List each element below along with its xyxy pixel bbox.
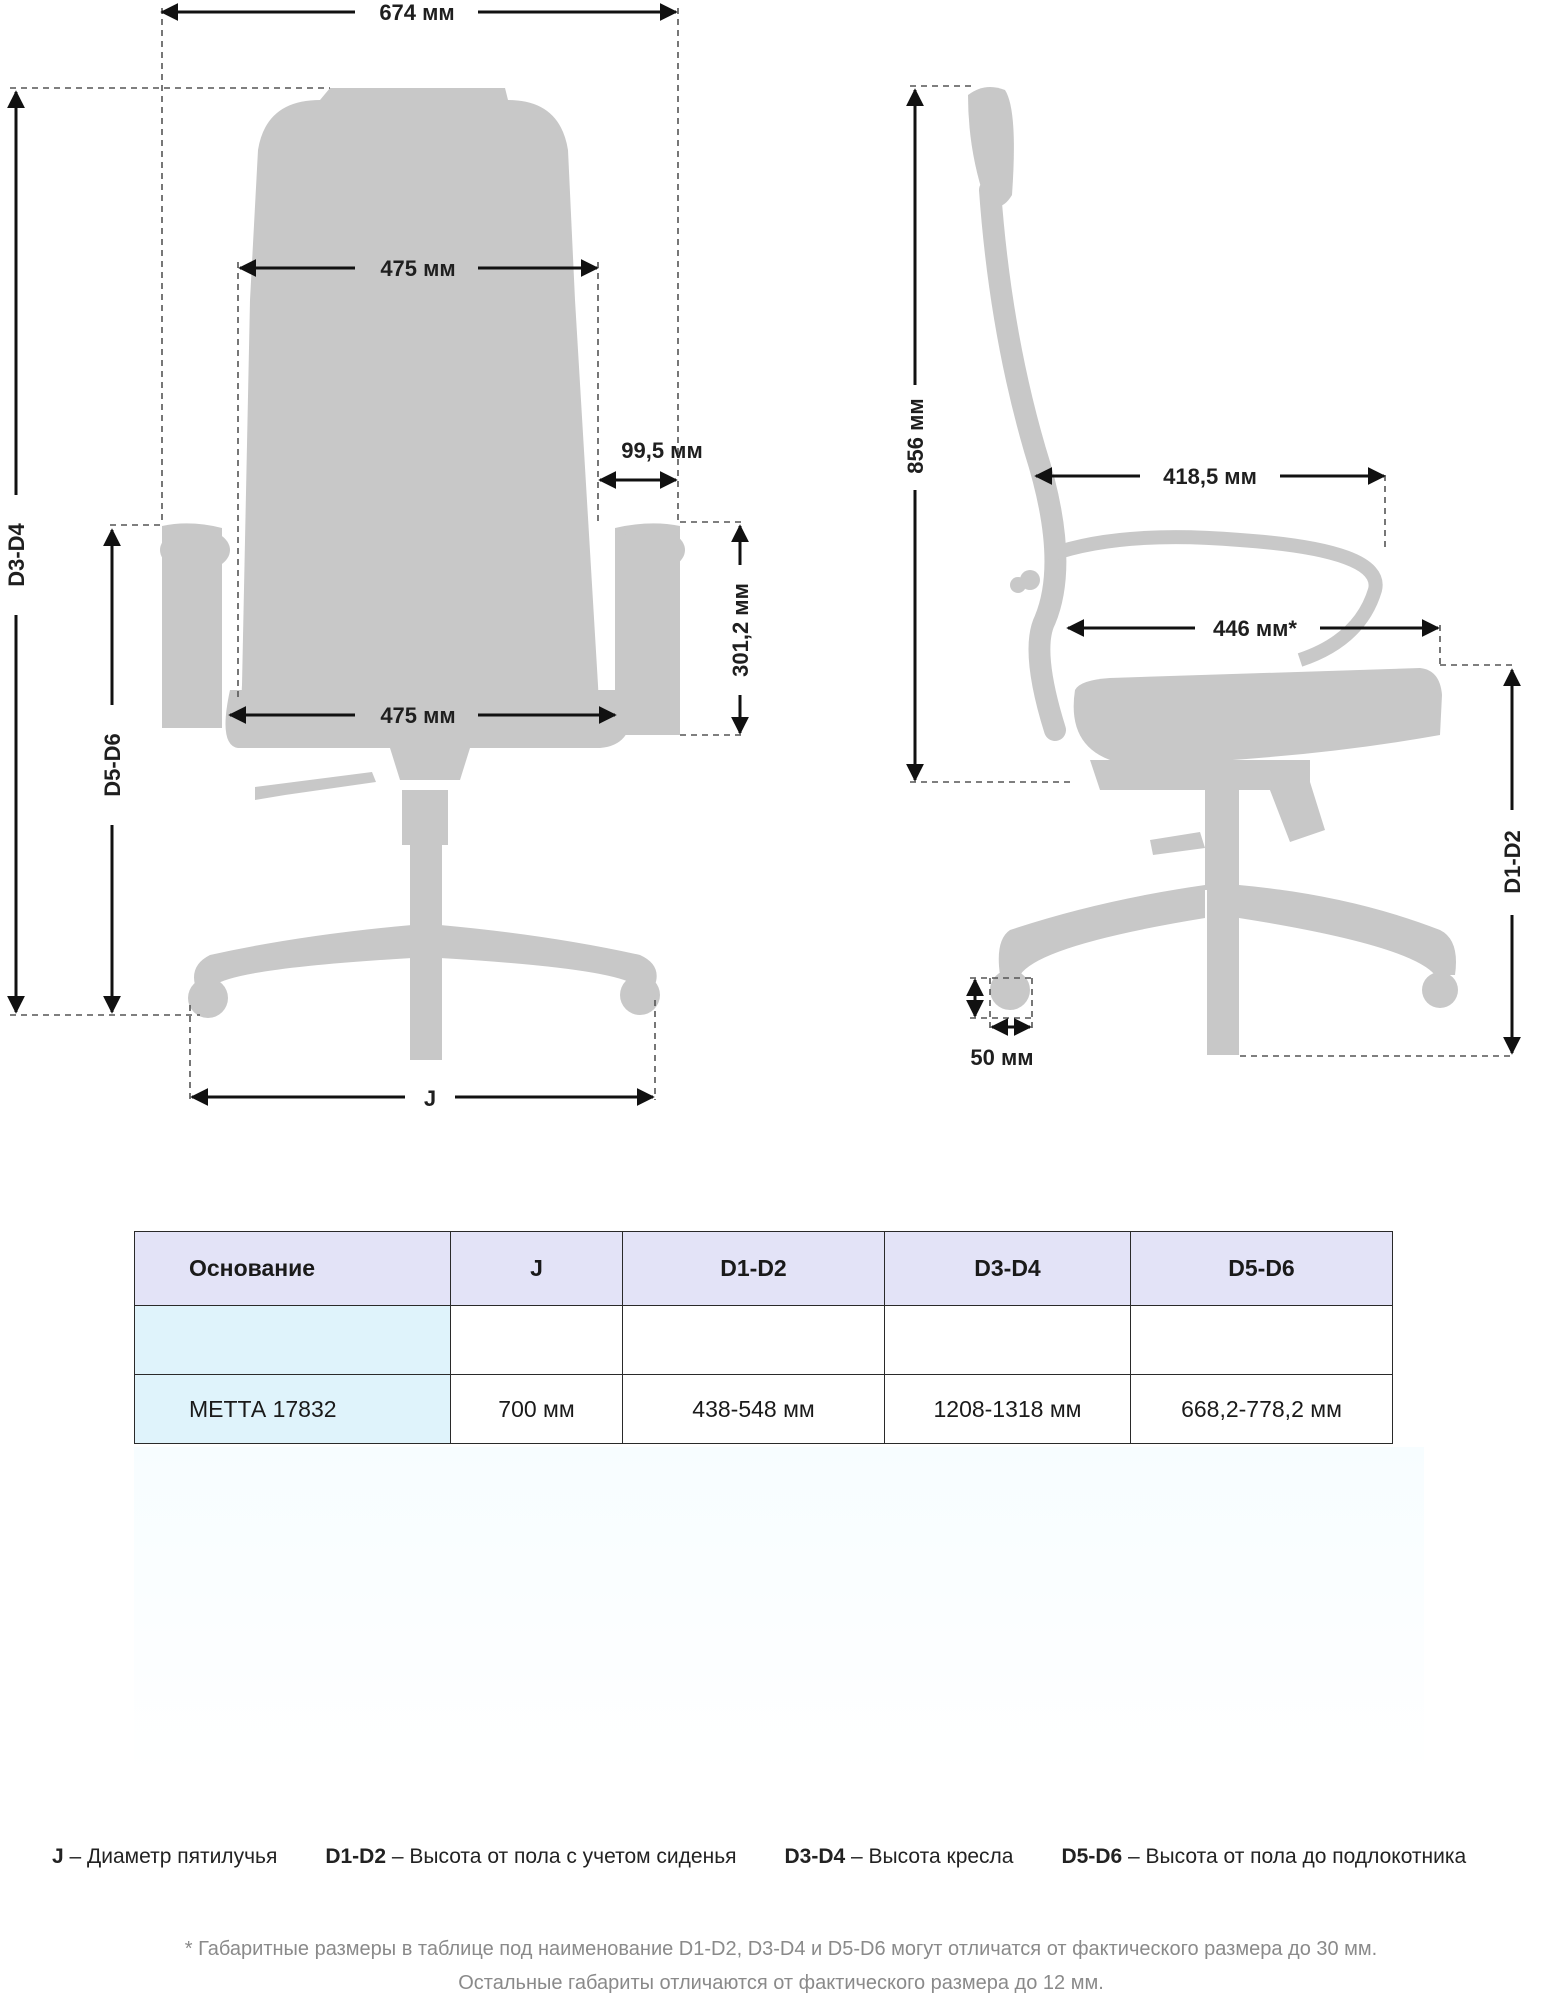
- table-cell: [135, 1306, 451, 1375]
- legend: [52, 1845, 1522, 1869]
- dim-label-d3-d4: D3-D4: [4, 523, 29, 587]
- legend-item: J – Диаметр пятилучья: [52, 1845, 278, 1868]
- dim-armrest-height: 301,2 мм: [728, 583, 753, 677]
- table-cell: [1131, 1306, 1393, 1375]
- dim-armrest-depth: 418,5 мм: [1163, 464, 1257, 489]
- dim-back-width: 475 мм: [380, 256, 456, 281]
- dim-overall-width: 674 мм: [379, 0, 455, 25]
- header-j: J: [451, 1232, 623, 1306]
- dim-back-height: 856 мм: [903, 398, 928, 474]
- header-d1-d2: D1-D2: [623, 1232, 885, 1306]
- dim-label-j: J: [423, 1086, 437, 1111]
- header-base: Основание: [135, 1232, 451, 1306]
- table-cell-d5-d6: 668,2-778,2 мм: [1131, 1375, 1393, 1444]
- dim-seat-depth: 446 мм*: [1213, 616, 1297, 641]
- footnote-line: * Габаритные размеры в таблице под наименование D1-D2, D3-D4 и D5-D6 могут отличатся от фактического размера до 30 мм.: [184, 1938, 1378, 1960]
- table-cell-d1-d2: 438-548 мм: [623, 1375, 885, 1444]
- side-chair-silhouette: [968, 87, 1458, 1055]
- dim-seat-width: 475 мм: [380, 703, 456, 728]
- legend-item: D5-D6 – Высота от пола до подлокотника: [1061, 1845, 1467, 1868]
- table-cell-j: 700 мм: [451, 1375, 623, 1444]
- dim-label-d5-d6: D5-D6: [100, 733, 125, 797]
- header-d3-d4: D3-D4: [885, 1232, 1131, 1306]
- table-background-fade: [134, 1447, 1424, 1777]
- header-d5-d6: D5-D6: [1131, 1232, 1393, 1306]
- footnote-line: Остальные габариты отличаются от фактического размера до 12 мм.: [458, 1972, 1104, 1994]
- footnote: [0, 1932, 1562, 2000]
- dim-label-d1-d2: D1-D2: [1500, 830, 1525, 894]
- dim-armrest-width: 99,5 мм: [621, 438, 703, 463]
- table-cell: [451, 1306, 623, 1375]
- table-cell-base-name: МЕТТА 17832: [135, 1375, 451, 1444]
- spec-table: [134, 1231, 1393, 1444]
- table-cell: [885, 1306, 1131, 1375]
- legend-item: D1-D2 – Высота от пола с учетом сиденья: [325, 1845, 737, 1868]
- legend-item: D3-D4 – Высота кресла: [784, 1845, 1014, 1868]
- table-cell: [623, 1306, 885, 1375]
- dim-wheel-size: 50 мм: [970, 1045, 1034, 1070]
- table-row: [135, 1375, 1393, 1444]
- table-cell-d3-d4: 1208-1318 мм: [885, 1375, 1131, 1444]
- table-header-row: [135, 1232, 1393, 1306]
- table-row: [135, 1306, 1393, 1375]
